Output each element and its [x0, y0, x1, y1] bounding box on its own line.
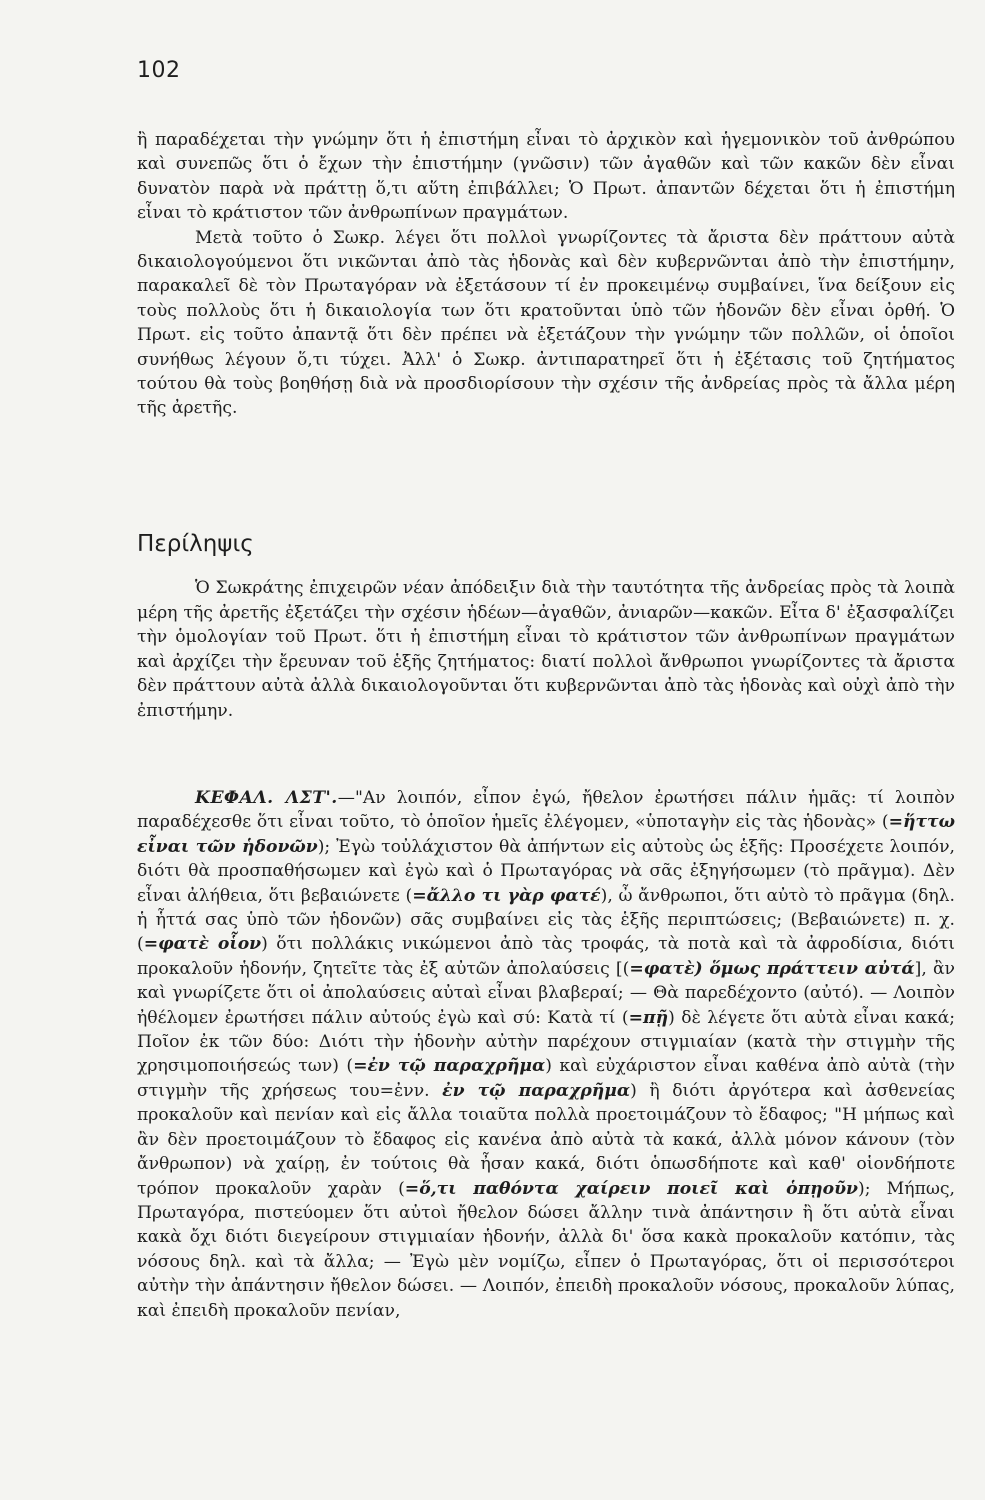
- text-run: ) δὲ λέγετε ὅτι αὐτὰ εἶναι κακά; Ποῖον ἐκ τῶν δύο: Διότι τὴν ἡδονὴν αὐτὴν παρέχουν στιγμιαίαν (κατὰ τὴν στιγμὴν τῆς χρησιμοποιήσεώς των) (: [137, 1007, 955, 1077]
- greek-gloss: =ὅ,τι παθόντα χαίρειν ποιεῖ καὶ ὁπῃοῦν: [404, 1178, 858, 1199]
- greek-gloss: =φατὲ οἷον: [143, 934, 262, 955]
- greek-gloss: =φατὲ) ὅμως πράττειν αὐτά: [629, 958, 915, 979]
- continued-text: [137, 128, 955, 421]
- text-run: ) καὶ εὐχάριστον εἶναι καθένα ἀπὸ αὐτὰ (τὴν στιγμὴν τῆς χρήσεως του=ἐνν.: [137, 1056, 955, 1101]
- summary-heading: Περίληψις: [137, 531, 254, 557]
- greek-gloss: =ἥττω εἶναι τῶν ἡδονῶν: [137, 812, 955, 857]
- chapter-section: [137, 786, 955, 1323]
- summary-paragraph: Ὁ Σωκράτης ἐπιχειρῶν νέαν ἀπόδειξιν διὰ τὴν ταυτότητα τῆς ἀνδρείας πρὸς τὰ λοιπὰ μέρη τῆς ἀρετῆς ἐξετάζει τὴν σχέσιν ἡδέων—ἀγαθῶν, ἀνιαρῶν—κακῶν. Εἶτα δ' ἐξασφαλίζει τὴν ὁμολογίαν τοῦ Πρωτ. ὅτι ἡ ἐπιστήμη εἶναι τὸ κράτιστον τῶν ἀνθρωπίνων πραγμάτων καὶ ἀρχίζει τὴν ἔρευναν τοῦ ἑξῆς ζητήματος: διατί πολλοὶ ἄνθρωποι γνωρίζοντες τὰ ἄριστα δὲν πράττουν αὐτὰ ἀλλὰ δικαιολογοῦνται ὅτι κυβερνῶνται ἀπὸ τὰς ἡδονὰς καὶ οὐχὶ ἀπὸ τὴν ἐπιστήμην.: [137, 578, 955, 721]
- text-run: ), ὦ ἄνθρωποι, ὅτι αὐτὸ τὸ πρᾶγμα (δηλ. ἡ ἧττά σας ὑπὸ τῶν ἡδονῶν) σᾶς συμβαίνει εἰς τὰς ἑξῆς περιπτώσεις; (Βεβαιώνετε) π. χ. (: [137, 885, 955, 955]
- chapter-title: ΚΕΦΑΛ. ΛΣΤ'.: [195, 788, 338, 808]
- text-run: —"Αν λοιπόν, εἶπον ἐγώ, ἤθελον ἐρωτήσει πάλιν ἡμᾶς: τί λοιπὸν παραδέχεσθε ὅτι εἶναι τοῦτο, τὸ ὁποῖον ἡμεῖς ἐλέγομεν, «ὑποταγὴν εἰς τὰς ἡδονὰς» (: [137, 788, 955, 833]
- page-number: 102: [137, 58, 181, 83]
- text-run: ) ὅτι πολλάκις νικώμενοι ἀπὸ τὰς τροφάς, τὰ ποτὰ καὶ τὰ ἀφροδίσια, διότι προκαλοῦν ἡδονήν, ζητεῖτε τὰς ἐξ αὐτῶν ἀπολαύσεις [(: [137, 934, 955, 979]
- greek-gloss: ἐν τῷ παραχρῆμα: [442, 1080, 631, 1101]
- text-run: ); Μήπως, Πρωταγόρα, πιστεύομεν ὅτι αὐτοὶ ἤθελον δώσει ἄλλην τινὰ ἀπάντησιν ἢ ὅτι αὐτὰ εἶναι κακὰ ὄχι διότι διεγείρουν στιγμιαίαν ἡδονήν, ἀλλὰ δι' ὅσα κακὰ προκαλοῦν κατόπιν, τὰς νόσους δηλ. καὶ τὰ ἄλλα; — Ἐγὼ μὲν νομίζω, εἶπεν ὁ Πρωταγόρας, ὅτι οἱ περισσότεροι αὐτὴν τὴν ἀπάντησιν ἤθελον δώσει. — Λοιπόν, ἐπειδὴ προκαλοῦν νόσους, προκαλοῦν λύπας, καὶ ἐπειδὴ προκαλοῦν πενίαν,: [137, 1178, 955, 1321]
- chapter-paragraph: [137, 786, 955, 1323]
- greek-gloss: =πῇ: [628, 1007, 669, 1028]
- paragraph: ἢ παραδέχεται τὴν γνώμην ὅτι ἡ ἐπιστήμη εἶναι τὸ ἀρχικὸν καὶ ἡγεμονικὸν τοῦ ἀνθρώπου καὶ συνεπῶς ὅτι ὁ ἔχων τὴν ἐπιστήμην (γνῶσιν) τῶν ἀγαθῶν καὶ τῶν κακῶν δὲν εἶναι δυνατὸν παρὰ νὰ πράττῃ ὅ,τι αὕτη ἐπιβάλλει; Ὁ Πρωτ. ἀπαντῶν δέχεται ὅτι ἡ ἐπιστήμη εἶναι τὸ κράτιστον τῶν ἀνθρωπίνων πραγμάτων.: [137, 130, 955, 224]
- greek-gloss: =ἐν τῷ παραχρῆμα: [353, 1056, 546, 1077]
- paragraph: Μετὰ τοῦτο ὁ Σωκρ. λέγει ὅτι πολλοὶ γνωρίζοντες τὰ ἄριστα δὲν πράττουν αὐτὰ δικαιολογούμενοι ὅτι νικῶνται ἀπὸ τὰς ἡδονὰς καὶ δὲν κυβερνῶνται ἀπὸ τὴν ἐπιστήμην, παρακαλεῖ δὲ τὸν Πρωταγόραν νὰ ἐξετάσουν τί ἐν προκειμένῳ συμβαίνει, ἵνα δείξουν εἰς τοὺς πολλοὺς ὅτι ἡ δικαιολογία των ὅτι κρατοῦνται ὑπὸ τῶν ἡδονῶν δὲν εἶναι ὀρθή. Ὁ Πρωτ. εἰς τοῦτο ἀπαντᾷ ὅτι δὲν πρέπει νὰ ἐξετάζουν τὴν γνώμην τῶν πολλῶν, οἱ ὁποῖοι συνήθως λέγουν ὅ,τι τύχει. Ἀλλ' ὁ Σωκρ. ἀντιπαρατηρεῖ ὅτι ἡ ἐξέτασις τοῦ ζητήματος τούτου θὰ τοὺς βοηθήσῃ διὰ νὰ προσδιορίσουν τὴν σχέσιν τῆς ἀνδρείας πρὸς τὰ ἄλλα μέρη τῆς ἀρετῆς.: [137, 227, 955, 419]
- greek-gloss: =ἄλλο τι γὰρ φατέ: [412, 885, 601, 906]
- text-run: ); Ἐγὼ τοὐλάχιστον θὰ ἀπήντων εἰς αὐτοὺς ὡς ἑξῆς: Προσέχετε λοιπόν, διότι θὰ προσπαθήσωμεν καὶ ἐγὼ καὶ ὁ Πρωταγόρας νὰ σᾶς ἐξηγήσωμεν (τὸ πρᾶγμα). Δὲν εἶναι ἀλήθεια, ὅτι βεβαιώνετε (: [137, 836, 955, 906]
- summary-section: [137, 576, 955, 724]
- text-run: ) ἢ διότι ἀργότερα καὶ ἀσθενείας προκαλοῦν καὶ πενίαν καὶ εἰς ἄλλα τοιαῦτα πολλὰ προετοιμάζουν τὸ ἔδαφος; "Η μήπως καὶ ἂν δὲν προετοιμάζουν τὸ ἔδαφος εἰς κανένα ἀπὸ αὐτὰ τὰ κακά, ἀλλὰ μόνον κάνουν (τὸν ἄνθρωπον) νὰ χαίρῃ, ἐν τούτοις θὰ ἦσαν κακά, διότι ὁπωσδήποτε καὶ καθ' οἱονδήποτε τρόπον προκαλοῦν χαρὰν (: [137, 1080, 955, 1199]
- text-run: ], ἂν καὶ γνωρίζετε ὅτι οἱ ἀπολαύσεις αὐταὶ εἶναι βλαβεραί; — Θὰ παρεδέχοντο (αὐτό). — Λοιπὸν ἠθέλομεν ἐρωτήσει πάλιν αὐτούς ἐγὼ καὶ σύ: Κατὰ τί (: [137, 958, 956, 1028]
